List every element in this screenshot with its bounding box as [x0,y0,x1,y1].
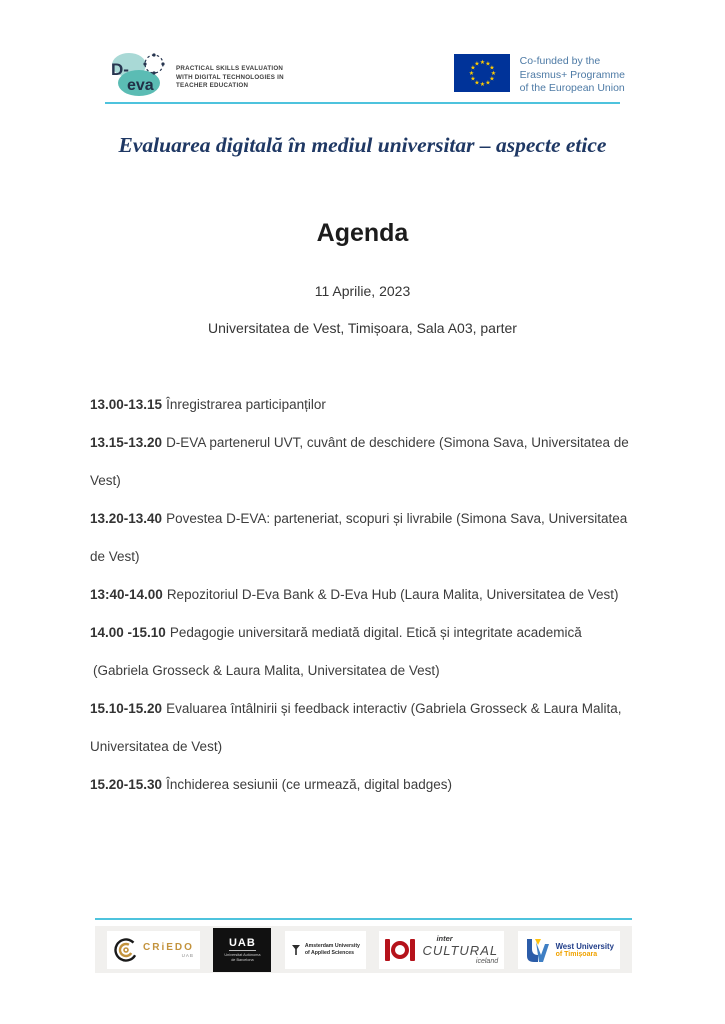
deva-tagline-line1: PRACTICAL SKILLS EVALUATION [176,65,284,73]
event-venue: Universitatea de Vest, Timișoara, Sala A03, parter [208,320,517,336]
svg-text:★: ★ [490,70,496,77]
uvt-icon [524,936,552,964]
header [105,50,625,102]
agenda-list [90,386,644,804]
agenda-item-6-time: 15.10-15.20 [90,701,163,716]
auas-text [305,943,360,956]
criedo-wordmark: CRiEDO [143,941,194,953]
svg-text:★: ★ [469,75,476,83]
ici-inter: inter [436,934,453,943]
uvt-logo [518,931,620,969]
agenda-item-7-text: Închiderea sesiunii (ce urmează, digital badges) [166,777,452,792]
uvt-text [556,942,614,958]
agenda-item-4-text: Repozitoriul D-Eva Bank & D-Eva Hub (Laura Malita, Universitatea de Vest) [166,587,619,602]
svg-text:★: ★ [479,81,485,88]
uab-logo [213,928,271,972]
deva-wordmark-top: D- [111,60,129,79]
svg-text:★: ★ [479,59,485,66]
auas-line1: Amsterdam University [304,943,360,949]
ici-iceland: iceland [475,958,499,965]
event-date: 11 Aprilie, 2023 [314,283,411,299]
eu-text-line1: Co-funded by the [519,55,601,67]
agenda-item-5-time: 14.00 -15.10 [90,625,166,640]
uab-sub-line2: de Barcelona [231,957,254,962]
auas-logo [285,931,366,969]
eu-cofunded-logo [454,50,625,96]
eu-text-line2: Erasmus+ Programme [519,68,625,81]
header-divider [105,102,620,104]
uab-wordmark: UAB [228,937,256,949]
auas-icon [291,944,301,956]
svg-text:★: ★ [488,75,495,83]
uvt-name: West University [555,941,614,951]
agenda-item-2 [90,424,644,500]
agenda-item-5 [90,614,644,690]
ici-cultural: CULTURAL [422,943,499,958]
deva-tagline-line3: TEACHER EDUCATION [176,82,249,90]
agenda-item-6 [90,690,644,766]
deva-wordmark-bottom: eva [127,77,154,94]
auas-line2: of Applied Sciences [304,949,354,956]
agenda-item-3-time: 13.20-13.40 [90,511,163,526]
agenda-item-6-text: Evaluarea întâlnirii și feedback interactiv (Gabriela Grosseck & Laura Malita, Universitatea de Vest) [90,701,622,754]
eu-cofunded-text [520,54,625,96]
eu-flag-icon [454,54,510,92]
deva-logo [105,50,284,100]
agenda-item-7-time: 15.20-15.30 [90,777,163,792]
agenda-item-1 [90,386,644,424]
agenda-item-5-text: Pedagogie universitară mediată digital. Etică și integritate academică [169,625,582,640]
criedo-icon [113,937,139,963]
agenda-item-7 [90,766,644,804]
deva-tagline-line2: WITH DIGITAL TECHNOLOGIES IN [176,73,284,81]
svg-text:★: ★ [468,70,474,77]
uvt-sub: of Timișoara [555,950,598,958]
agenda-item-1-time: 13.00-13.15 [90,397,163,412]
svg-text:★: ★ [473,79,480,87]
svg-text:★: ★ [473,60,480,68]
svg-text:★: ★ [469,64,476,72]
agenda-item-1-text: Înregistrarea participanților [166,397,326,412]
svg-text:★: ★ [484,60,491,68]
agenda-item-3 [90,500,644,576]
ici-icon [385,939,415,961]
ici-logo [379,931,504,969]
ici-text [422,934,498,965]
deva-tagline [176,59,284,91]
eu-text-line3: of the European Union [519,82,625,94]
agenda-item-4 [90,576,644,614]
svg-text:★: ★ [484,79,491,87]
uab-sub-line1: Universitat Autònoma [224,953,261,957]
agenda-item-5-text2: (Gabriela Grosseck & Laura Malita, Universitatea de Vest) [93,663,440,678]
partner-logo-strip [95,926,632,973]
deva-logo-icon [105,50,169,100]
criedo-sub: UAB [181,952,194,958]
agenda-item-3-text: Povestea D-EVA: parteneriat, scopuri și livrabile (Simona Sava, Universitatea de Vest) [90,511,628,564]
agenda-item-4-time: 13:40-14.00 [90,587,163,602]
document-title: Evaluarea digitală în mediul universitar – aspecte etice [118,133,607,157]
criedo-logo [107,931,200,969]
agenda-item-2-text: D-EVA partenerul UVT, cuvânt de deschidere (Simona Sava, Universitatea de Vest) [90,435,629,488]
agenda-item-2-time: 13.15-13.20 [90,435,163,450]
uab-sub [224,953,260,962]
agenda-heading: Agenda [316,219,409,247]
svg-text:★: ★ [488,64,495,72]
footer-divider [95,918,632,920]
